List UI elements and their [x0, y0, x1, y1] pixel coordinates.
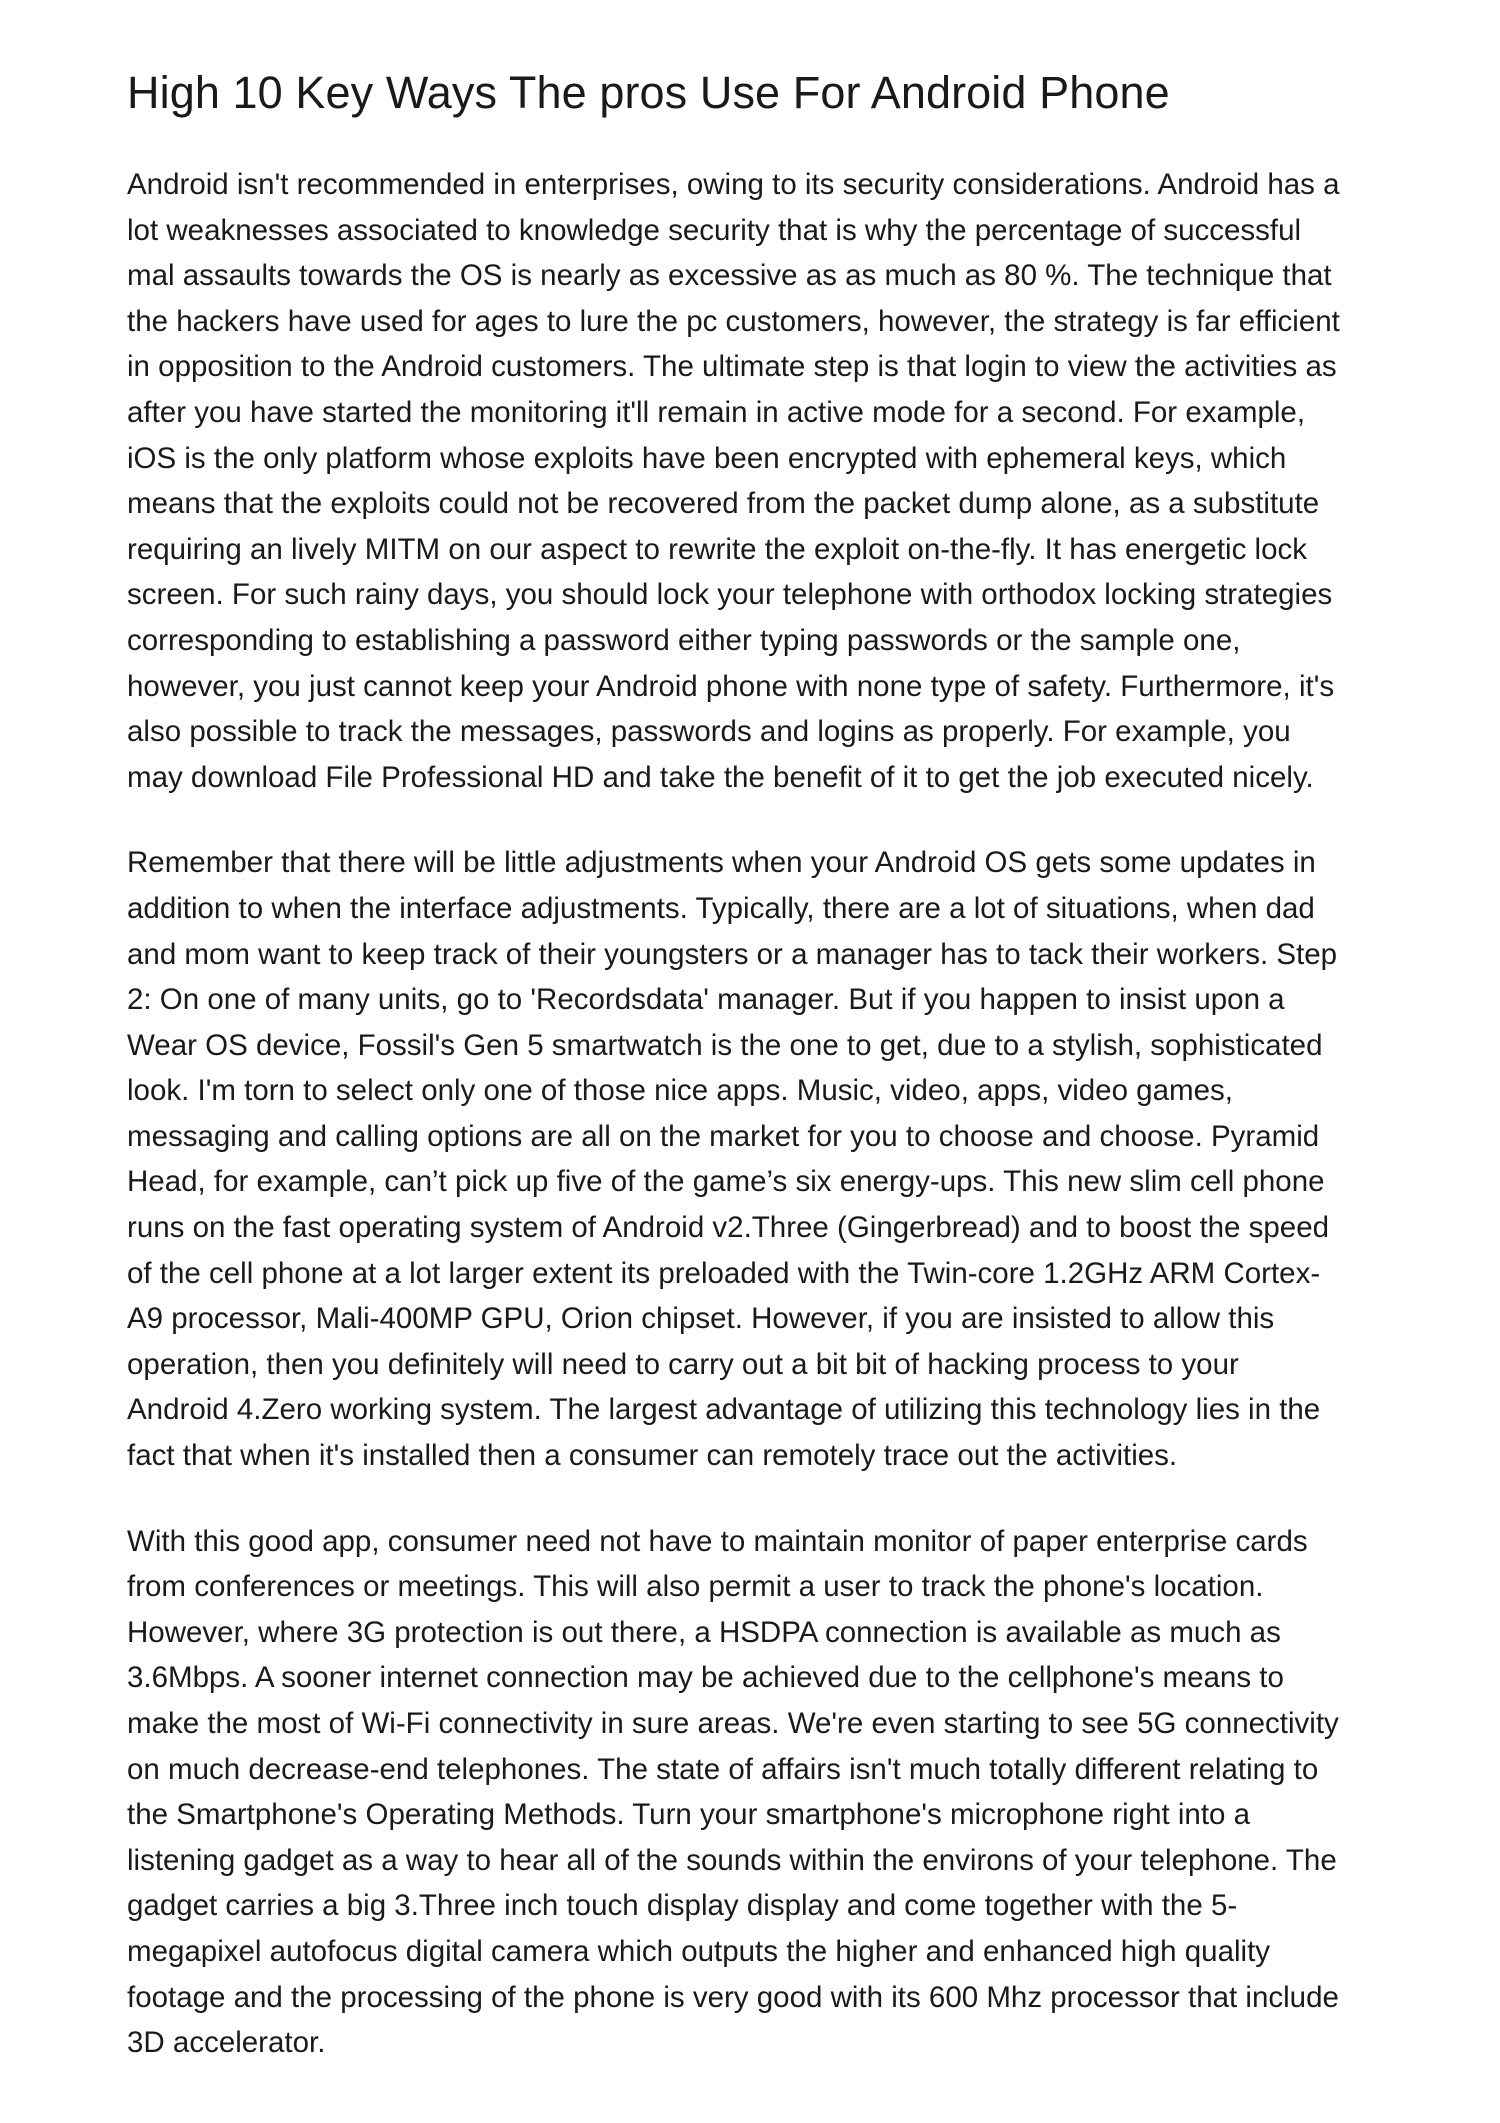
- paragraph-line: also possible to track the messages, passwords and logins as properly. For example, you: [127, 715, 1291, 749]
- paragraph-line: footage and the processing of the phone is very good with its 600 Mhz processor that include: [127, 1980, 1339, 2014]
- paragraph-line: However, where 3G protection is out there, a HSDPA connection is available as much as: [127, 1615, 1281, 1649]
- paragraph-line: corresponding to establishing a password either typing passwords or the sample one,: [127, 623, 1241, 657]
- paragraph-line: megapixel autofocus digital camera which outputs the higher and enhanced high quality: [127, 1934, 1271, 1968]
- paragraph-line: 3.6Mbps. A sooner internet connection may be achieved due to the cellphone's means to: [127, 1661, 1284, 1695]
- paragraph-line: in opposition to the Android customers. The ultimate step is that login to view the activities as: [127, 350, 1337, 384]
- paragraph-line: of the cell phone at a lot larger extent its preloaded with the Twin-core 1.2GHz ARM Cortex-: [127, 1256, 1321, 1290]
- paragraph-line: after you have started the monitoring it'll remain in active mode for a second. For example,: [127, 395, 1306, 429]
- paragraph-1: [127, 162, 1385, 800]
- paragraph-line: means that the exploits could not be recovered from the packet dump alone, as a substitute: [127, 487, 1320, 521]
- paragraph-line: make the most of Wi-Fi connectivity in sure areas. We're even starting to see 5G connectivity: [127, 1707, 1339, 1740]
- paragraph-line: gadget carries a big 3.Three inch touch display display and come together with the 5-: [127, 1889, 1238, 1923]
- paragraph-line: Remember that there will be little adjustments when your Android OS gets some updates in: [127, 846, 1316, 880]
- paragraph-3: [127, 1519, 1385, 2066]
- paragraph-line: operation, then you definitely will need to carry out a bit bit of hacking process to your: [127, 1347, 1239, 1381]
- paragraph-line: iOS is the only platform whose exploits have been encrypted with ephemeral keys, which: [127, 441, 1287, 475]
- paragraph-line: mal assaults towards the OS is nearly as excessive as as much as 80 %. The technique that: [127, 259, 1332, 293]
- paragraph-line: Android isn't recommended in enterprises, owing to its security considerations. Android has a: [127, 168, 1340, 201]
- paragraph-line: the Smartphone's Operating Methods. Turn your smartphone's microphone right into a: [127, 1798, 1251, 1832]
- paragraph-line: A9 processor, Mali-400MP GPU, Orion chipset. However, if you are insisted to allow this: [127, 1302, 1275, 1336]
- paragraph-line: requiring an lively MITM on our aspect to rewrite the exploit on-the-fly. It has energetic lock: [127, 532, 1307, 566]
- paragraph-line: look. I'm torn to select only one of those nice apps. Music, video, apps, video games,: [127, 1074, 1233, 1108]
- paragraph-line: With this good app, consumer need not have to maintain monitor of paper enterprise cards: [127, 1524, 1308, 1558]
- paragraph-line: Head, for example, can’t pick up five of the game’s six energy-ups. This new slim cell phone: [127, 1165, 1325, 1199]
- paragraph-line: the hackers have used for ages to lure the pc customers, however, the strategy is far efficient: [127, 304, 1340, 338]
- paragraph-line: from conferences or meetings. This will also permit a user to track the phone's location.: [127, 1570, 1264, 1604]
- paragraph-line: messaging and calling options are all on the market for you to choose and choose. Pyramid: [127, 1119, 1320, 1153]
- paragraph-line: Wear OS device, Fossil's Gen 5 smartwatch is the one to get, due to a stylish, sophisticated: [127, 1028, 1323, 1062]
- paragraph-line: fact that when it's installed then a consumer can remotely trace out the activities.: [127, 1439, 1178, 1473]
- paragraph-line: may download File Professional HD and take the benefit of it to get the job executed nicely.: [127, 760, 1314, 794]
- paragraph-line: 3D accelerator.: [127, 2026, 326, 2060]
- page-title: High 10 Key Ways The pros Use For Android Phone: [127, 67, 1170, 118]
- paragraph-line: Android 4.Zero working system. The largest advantage of utilizing this technology lies in the: [127, 1393, 1321, 1427]
- paragraph-line: however, you just cannot keep your Android phone with none type of safety. Furthermore, it's: [127, 669, 1335, 703]
- paragraph-line: listening gadget as a way to hear all of the sounds within the environs of your telephone. The: [127, 1843, 1337, 1877]
- paragraph-line: 2: On one of many units, go to 'Recordsdata' manager. But if you happen to insist upon a: [127, 983, 1285, 1017]
- paragraph-line: lot weaknesses associated to knowledge security that is why the percentage of successful: [127, 213, 1302, 247]
- paragraph-line: screen. For such rainy days, you should lock your telephone with orthodox locking strategies: [127, 578, 1333, 612]
- paragraph-line: and mom want to keep track of their youngsters or a manager has to tack their workers. Step: [127, 937, 1338, 971]
- paragraph-line: on much decrease-end telephones. The state of affairs isn't much totally different relating to: [127, 1752, 1319, 1786]
- paragraph-2: [127, 840, 1385, 1478]
- paragraph-line: addition to when the interface adjustments. Typically, there are a lot of situations, when dad: [127, 891, 1315, 925]
- document-page: [127, 0, 1385, 2066]
- paragraph-line: runs on the fast operating system of Android v2.Three (Gingerbread) and to boost the speed: [127, 1211, 1330, 1245]
